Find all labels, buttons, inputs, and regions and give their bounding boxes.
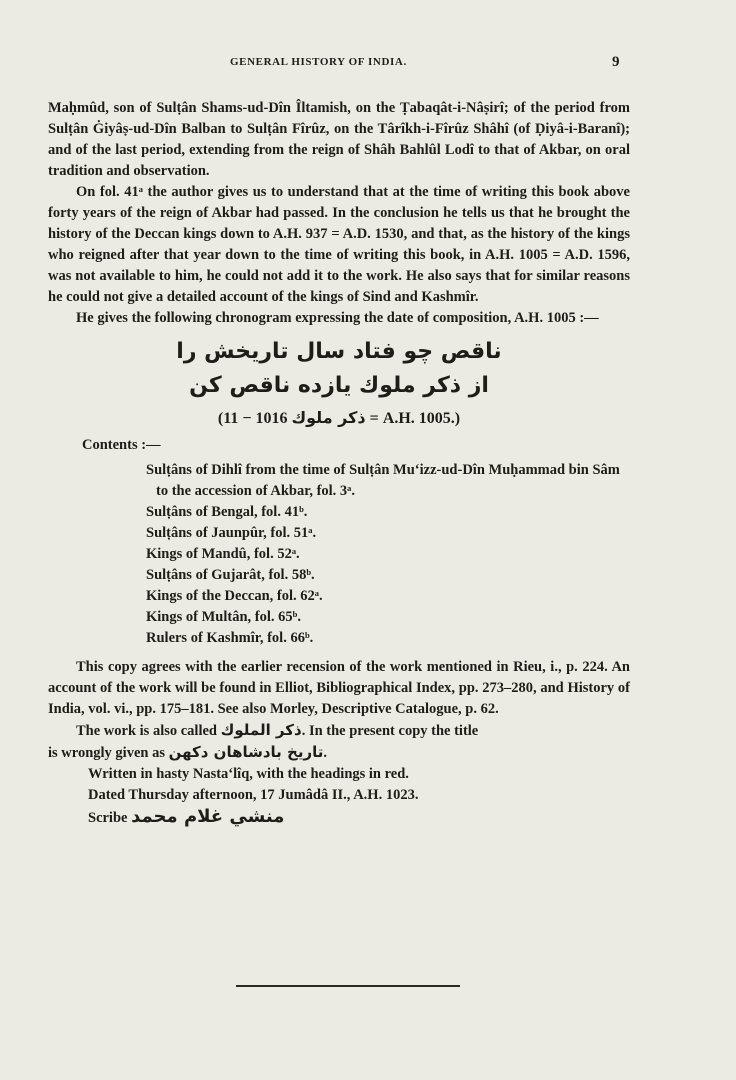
- contents-item: Sulṭâns of Jaunpûr, fol. 51ᵃ.: [146, 525, 317, 541]
- chronogram-equation: [48, 407, 630, 429]
- colophon-date: Dated Thursday afternoon, 17 Jumâdâ II., A.H. 1023.: [88, 787, 419, 803]
- contents-item: Sulṭâns of Gujarât, fol. 58ᵇ.: [146, 567, 315, 583]
- running-head: GENERAL HISTORY OF INDIA.: [230, 56, 407, 68]
- chronogram-line-2: از ذکر ملوك یازده ناقص کن: [189, 373, 489, 398]
- contents-item: Kings of Multân, fol. 65ᵇ.: [146, 609, 301, 625]
- colophon-script: Written in hasty Nasta‘lîq, with the headings in red.: [88, 766, 409, 782]
- paragraph-recension: This copy agrees with the earlier recension of the work mentioned in Rieu, i., p. 224. An account of the work will be found in Elliot, Bibliographical Index, pp. 273–280, and History of India, vol. vi., pp. 175–181. See also Morley, Descriptive Catalogue, p. 62.: [48, 659, 630, 717]
- chronogram-arabic: ذکر ملوك: [291, 408, 366, 427]
- paragraph-sources: Maḥmûd, son of Sulṭân Shams-ud-Dîn Îltamish, on the Ṭabaqât-i-Nâṣirî; of the period from Sulṭân Ġiyâṣ-ud-Dîn Balban to Sulṭân Fîrûz, on the Târîkh-i-Fîrûz Shâhî (of Ḍiyâ-i-Baranî); and of the last period, extending from the reign of Shâh Bahlûl Lodî to that of Akbar, on oral tradition and observation.: [48, 100, 630, 179]
- wrong-title-arabic: تاریخ بادشاهان دکهن: [168, 743, 324, 761]
- chronogram-verse: [48, 335, 630, 403]
- colophon-scribe: [88, 806, 630, 829]
- contents-item: Sulṭâns of Bengal, fol. 41ᵇ.: [146, 504, 308, 520]
- paragraph-wrong-title: [48, 742, 630, 764]
- chronogram-paren: (: [217, 410, 224, 427]
- colophon: [88, 764, 630, 829]
- wrong-title-after: .: [323, 745, 328, 761]
- chronogram-line-1: ناقص چو فتاد سال تاریخش را: [176, 339, 502, 364]
- scribe-name: منشي غلام محمد: [131, 806, 285, 827]
- end-rule: [236, 985, 460, 987]
- contents-item: Rulers of Kashmîr, fol. 66ᵇ.: [146, 630, 314, 646]
- page-number: 9: [612, 54, 620, 70]
- contents-item: Kings of the Deccan, fol. 62ᵃ.: [146, 588, 323, 604]
- contents-list: [146, 460, 630, 649]
- scribe-label: Scribe: [88, 810, 128, 826]
- chronogram-math: 1016 − 11 = A.H. 1005.): [223, 410, 461, 427]
- paragraph-author-date: On fol. 41ᵃ the author gives us to understand that at the time of writing this book above forty years of the reign of Akbar had passed. In the conclusion he tells us that he brought the history of the Deccan kings down to A.H. 937 = A.D. 1530, and that, as the history of the kings who reigned after that year down to the time of writing this book, in A.H. 1005 = A.D. 1596, was not available to him, he could not add it to the work. He also says that for similar reasons he could not give a detailed account of the kings of Sind and Kashmîr.: [48, 184, 630, 305]
- paragraph-also-called: [48, 720, 630, 742]
- also-called-text: The work is also called: [76, 723, 217, 739]
- contents-item: Sulṭâns of Dihlî from the time of Sulṭân Mu‘izz-ud-Dîn Muḥammad bin Sâm to the accession of Akbar, fol. 3ᵃ.: [146, 462, 620, 499]
- wrong-title-text: is wrongly given as: [48, 745, 165, 761]
- paragraph-chronogram-intro: He gives the following chronogram expressing the date of composition, A.H. 1005 :—: [76, 310, 599, 326]
- contents-item: Kings of Mandû, fol. 52ᵃ.: [146, 546, 300, 562]
- page-body: [48, 98, 630, 829]
- page-header: [0, 54, 736, 74]
- contents-heading: Contents :—: [82, 437, 161, 453]
- also-called-after: . In the present copy the title: [301, 723, 479, 739]
- also-called-arabic: ذکر الملوك: [220, 721, 302, 739]
